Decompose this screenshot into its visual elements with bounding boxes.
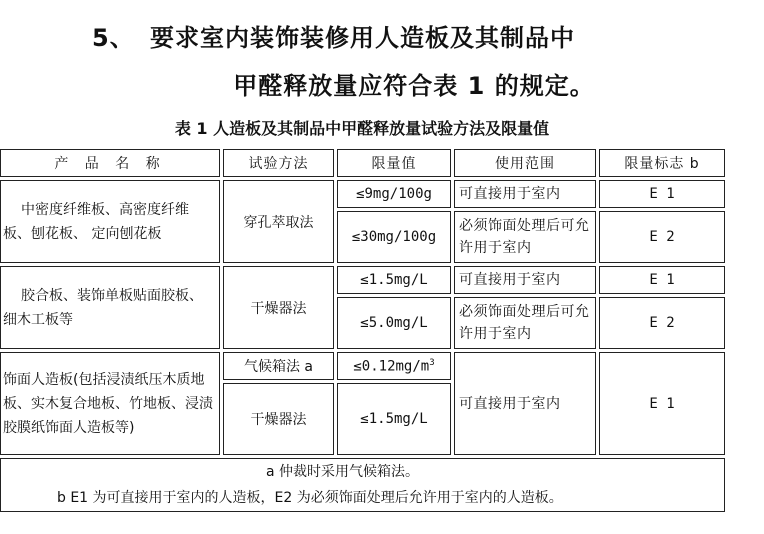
method-cell: 气候箱法 a bbox=[223, 352, 334, 380]
scope-cell: 可直接用于室内 bbox=[454, 180, 596, 208]
mark-cell: E 1 bbox=[599, 180, 725, 208]
table-header-row bbox=[0, 149, 725, 177]
scope-cell: 可直接用于室内 bbox=[454, 352, 596, 455]
section-heading-text: 要求室内装饰装修用人造板及其制品中 bbox=[150, 24, 575, 52]
table-row bbox=[0, 352, 725, 380]
header-scope: 使用范围 bbox=[454, 149, 596, 177]
mark-cell: E 1 bbox=[599, 266, 725, 294]
table-row bbox=[0, 180, 725, 208]
limit-cell: ≤5.0mg/L bbox=[337, 297, 451, 349]
product-cell: 中密度纤维板、高密度纤维板、刨花板、 定向刨花板 bbox=[0, 180, 220, 263]
mark-cell: E 1 bbox=[599, 352, 725, 455]
method-cell: 干燥器法 bbox=[223, 383, 334, 455]
header-limit: 限量值 bbox=[337, 149, 451, 177]
table-notes-row bbox=[0, 458, 725, 512]
method-cell: 穿孔萃取法 bbox=[223, 180, 334, 263]
product-cell: 饰面人造板(包括浸渍纸压木质地板、实木复合地板、竹地板、浸渍胶膜纸饰面人造板等) bbox=[0, 352, 220, 455]
product-cell: 胶合板、装饰单板贴面胶板、细木工板等 bbox=[0, 266, 220, 349]
scope-cell: 必须饰面处理后可允许用于室内 bbox=[454, 211, 596, 263]
table-row bbox=[0, 266, 725, 294]
mark-cell: E 2 bbox=[599, 211, 725, 263]
section-heading-text-2: 甲醛释放量应符合表 1 的规定。 bbox=[233, 72, 595, 100]
method-cell: 干燥器法 bbox=[223, 266, 334, 349]
section-number: 5、 bbox=[92, 24, 135, 52]
section-heading-line2 bbox=[0, 66, 764, 101]
limit-superscript: 3 bbox=[429, 357, 435, 368]
scope-cell: 必须饰面处理后可允许用于室内 bbox=[454, 297, 596, 349]
table-notes bbox=[0, 458, 725, 512]
header-method: 试验方法 bbox=[223, 149, 334, 177]
scope-cell: 可直接用于室内 bbox=[454, 266, 596, 294]
formaldehyde-limit-table bbox=[0, 146, 728, 515]
header-product: 产 品 名 称 bbox=[0, 149, 220, 177]
note-b: b E1 为可直接用于室内的人造板，E2 为必须饰面处理后允许用于室内的人造板。 bbox=[57, 490, 563, 506]
limit-cell: ≤1.5mg/L bbox=[337, 266, 451, 294]
table-caption: 表 1 人造板及其制品中甲醛释放量试验方法及限量值 bbox=[174, 119, 550, 138]
limit-cell bbox=[337, 352, 451, 380]
limit-cell: ≤9mg/100g bbox=[337, 180, 451, 208]
note-a: a 仲裁时采用气候箱法。 bbox=[265, 464, 420, 480]
header-mark: 限量标志 b bbox=[599, 149, 725, 177]
mark-cell: E 2 bbox=[599, 297, 725, 349]
limit-cell: ≤30mg/100g bbox=[337, 211, 451, 263]
limit-cell: ≤1.5mg/L bbox=[337, 383, 451, 455]
limit-value: ≤0.12mg/m bbox=[353, 358, 430, 375]
